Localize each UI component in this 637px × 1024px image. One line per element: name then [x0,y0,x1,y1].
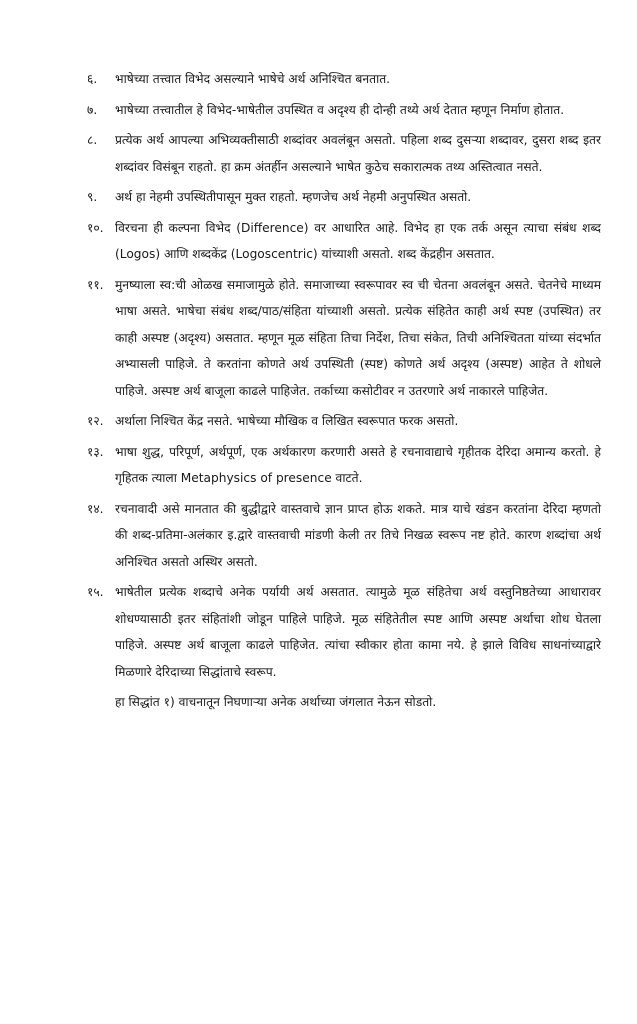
item-number: ११. [87,277,104,292]
item-text: भाषेच्या तत्त्वात विभेद असल्याने भाषेचे अर्थ अनिश्चित बनतात. [115,72,391,86]
list-item-8 [87,127,601,180]
list-item-7 [87,97,601,124]
list-item-10 [87,215,601,268]
list-item-13 [87,439,601,492]
list-item-15 [87,579,601,685]
closing-paragraph: हा सिद्धांत १) वाचनातून निघणाऱ्या अनेक अर्थाच्या जंगलात नेऊन सोडतो. [115,695,437,709]
item-text: भाषा शुद्ध, परिपूर्ण, अर्थपूर्ण, एक अर्थकारण करणारी असते हे रचनावाद्याचे गृहीतक देरिदा अमान्य करतो. हे गृहितक त्याला Metaphysics of presence वाटते. [115,444,601,485]
list-item-14 [87,496,601,576]
item-number: ८. [87,133,98,147]
item-number: ९. [87,190,98,204]
item-number: ७. [87,102,98,117]
item-number: १५. [87,585,104,599]
item-text: प्रत्येक अर्थ आपल्या अभिव्यक्तीसाठी शब्दांवर अवलंबून असतो. पहिला शब्द दुसऱ्या शब्दावर, दुसरा शब्द इतर शब्दांवर विसंबून राहतो. हा क्रम अंतर्हीन असल्याने भाषेत कुठेच सकारात्मक तथ्य अस्तित्वात नसते. [115,133,601,174]
item-number: ६. [87,72,98,86]
item-text: भाषेच्या तत्त्वातील हे विभेद-भाषेतील उपस्थित व अदृश्य ही दोन्ही तथ्ये अर्थ देतात म्हणून निर्माण होतात. [115,102,565,117]
item-number: १०. [87,220,104,235]
item-number: १२. [87,414,104,428]
item-number: १३. [87,444,104,459]
item-text: मुनष्याला स्व:ची ओळख समाजामुळे होते. समाजाच्या स्वरूपावर स्व ची चेतना अवलंबून असते. चेतनेचे माध्यम भाषा असते. भाषेचा संबंध शब्द/पाठ/संहिता यांच्याशी असतो. प्रत्येक संहितेत काही अर्थ स्पष्ट (उपस्थित) तर काही अस्पष्ट (अदृश्य) असतात. म्हणून मूळ संहिता तिचा निर्देश, तिचा संकेत, तिची अनिश्चितता यांच्या संदर्भात अभ्यासली पाहिजे. ते करतांना कोणते अर्थ उपस्थिती (स्पष्ट) कोणते अर्थ अदृश्य (अस्पष्ट) आहेत ते शोधले पाहिजे. अस्पष्ट अर्थ बाजूला काढले पाहिजेत. तर्काच्या कसोटीवर न उतरणारे अर्थ नाकारले पाहिजेत. [115,277,601,398]
item-text: भाषेतील प्रत्येक शब्दाचे अनेक पर्यायी अर्थ असतात. त्यामुळे मूळ संहितेचा अर्थ वस्तुनिष्ठतेच्या आधारावर शोधण्यासाठी इतर संहितांशी जोडून पाहिले पाहिजे. मूळ संहितेतील स्पष्ट आणि अस्पष्ट अर्थाचा शोध घेतला पाहिजे. अस्पष्ट अर्थ बाजूला काढले पाहिजेत. त्यांचा स्वीकार होता कामा नये. हे झाले विविध साधनांच्याद्वारे मिळणारे देरिदाच्या सिद्धांताचे स्वरूप. [115,585,601,679]
list-item-11 [87,272,601,405]
item-text: विरचना ही कल्पना विभेद (Difference) वर आधारित आहे. विभेद हा एक तर्क असून त्याचा संबंध शब्द (Logos) आणि शब्दकेंद्र (Logoscentric) यांच्याशी असतो. शब्द केंद्रहीन असतात. [115,220,601,261]
item-text: रचनावादी असे मानतात की बुद्धीद्वारे वास्तवाचे ज्ञान प्राप्त होऊ शकते. मात्र याचे खंडन करतांना देरिदा म्हणतो की शब्द-प्रतिमा-अलंकार इ.द्वारे वास्तवाची मांडणी केली तर तिचे निखळ स्वरूप नष्ट होते. कारण शब्दांचा अर्थ अनिश्चित असतो अस्थिर असतो. [115,501,601,569]
list-item-9 [87,184,601,211]
list-item-6 [87,66,601,93]
item-text: अर्थाला निश्चित केंद्र नसते. भाषेच्या मौखिक व लिखित स्वरूपात फरक असतो. [115,414,459,428]
item-number: १४. [87,501,104,516]
list-item-12 [87,408,601,435]
item-text: अर्थ हा नेहमी उपस्थितीपासून मुक्त राहतो. म्हणजेच अर्थ नेहमी अनुपस्थित असतो. [115,190,472,204]
